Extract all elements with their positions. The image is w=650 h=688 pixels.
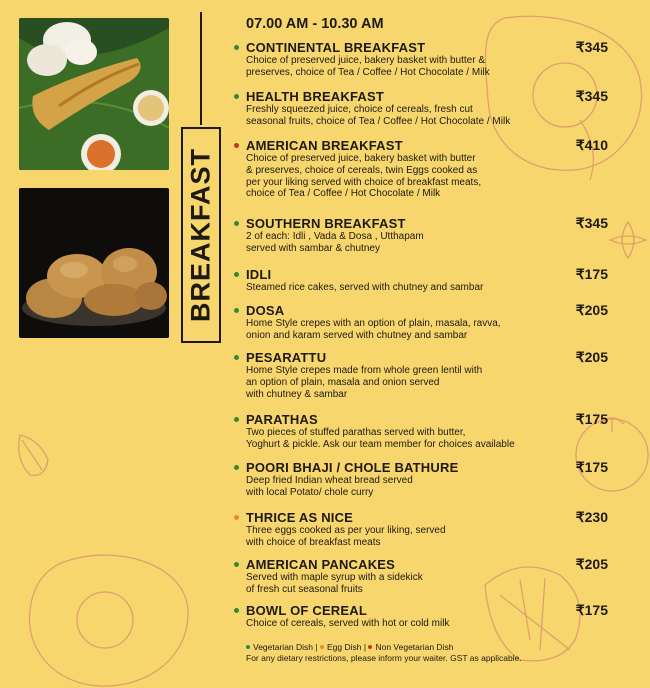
item-description-line: Steamed rice cakes, served with chutney and sambar [246,282,484,293]
veg-dot-icon [234,221,239,226]
legend-separator: | [363,642,367,652]
item-description-line: with chutney & sambar [246,388,348,400]
item-name: BOWL OF CEREAL [246,603,367,618]
item-description-line: Freshly squeezed juice, choice of cereals, fresh cut [246,104,473,115]
item-description-line: Choice of preserved juice, bakery basket with butter & [246,55,486,66]
item-description-line: with choice of breakfast meats [246,536,381,548]
item-name: PESARATTU [246,350,327,365]
menu-item [234,40,646,79]
menu-item [234,510,646,549]
veg-dot-icon [234,355,239,360]
item-description-line: of fresh cut seasonal fruits [246,583,363,595]
item-price: ₹345 [575,39,608,55]
item-price: ₹175 [575,602,608,618]
veg-dot-icon [246,645,250,649]
menu-item [234,460,646,499]
section-title: BREAKFAST [185,147,216,323]
veg-dot-icon [234,94,239,99]
menu-item [234,138,646,200]
menu-item [234,557,646,596]
menu-item [234,303,646,342]
item-price: ₹175 [575,459,608,475]
item-description-line: Yoghurt & pickle. Ask our team member for choices available [246,438,515,450]
item-name: AMERICAN PANCAKES [246,557,396,572]
item-description-line: with local Potato/ chole curry [246,486,374,498]
dietary-note: For any dietary restrictions, please inform your waiter. GST as applicable. [246,653,522,663]
veg-dot-icon [234,45,239,50]
item-name: POORI BHAJI / CHOLE BATHURE [246,460,459,475]
veg-dot-icon [234,562,239,567]
egg-dot-icon [234,515,239,520]
item-description-line: Deep fried Indian wheat bread served [246,475,413,486]
item-price: ₹175 [575,266,608,282]
menu-item [234,603,646,630]
legend-keys [246,642,522,653]
item-name: DOSA [246,303,285,318]
egg-dot-icon [320,645,324,649]
item-description-line: Choice of preserved juice, bakery basket with butter [246,153,476,164]
item-description-line: an option of plain, masala and onion served [246,376,440,388]
legend [246,642,522,664]
item-description-line: Home Style crepes with an option of plain, masala, ravva, [246,318,501,329]
item-description-line: & preserves, choice of cereals, twin Eggs cooked as [246,164,478,176]
item-price: ₹230 [575,509,608,525]
item-description-line: Home Style crepes made from whole green lentil with [246,365,483,376]
item-description-line: preserves, choice of Tea / Coffee / Hot Chocolate / Milk [246,66,490,78]
idli-dosa-photo [19,18,169,170]
menu-item [234,267,646,294]
veg-dot-icon [234,308,239,313]
item-name: PARATHAS [246,412,318,427]
veg-dot-icon [234,465,239,470]
item-price: ₹345 [575,215,608,231]
menu-item [234,89,646,128]
item-name: IDLI [246,267,272,282]
legend-separator: | [315,642,318,652]
menu-item [234,350,646,400]
item-description-line: served with sambar & chutney [246,242,380,254]
item-description-line: per your liking served with choice of breakfast meats, [246,176,482,188]
veg-dot-icon [234,608,239,613]
item-name: THRICE AS NICE [246,510,354,525]
item-name: SOUTHERN BREAKFAST [246,216,406,231]
item-price: ₹410 [575,137,608,153]
item-price: ₹205 [575,302,608,318]
item-description-line: Choice of cereals, served with hot or cold milk [246,618,450,629]
item-description-line: Served with maple syrup with a sidekick [246,572,423,583]
item-description-line: Three eggs cooked as per your liking, served [246,525,446,536]
item-description-line: seasonal fruits, choice of Tea / Coffee / Hot Chocolate / Milk [246,115,511,127]
poori-photo [19,188,169,338]
item-price: ₹205 [575,349,608,365]
menu-item [234,412,646,451]
legend-egg: Egg Dish [326,642,362,652]
non-veg-dot-icon [368,645,372,649]
item-price: ₹175 [575,411,608,427]
item-description-line: choice of Tea / Coffee / Hot Chocolate / Milk [246,188,441,200]
veg-dot-icon [234,417,239,422]
menu-item [234,216,646,255]
item-name: CONTINENTAL BREAKFAST [246,40,426,55]
service-timing: 07.00 AM - 10.30 AM [246,16,384,32]
item-description-line: 2 of each: Idli , Vada & Dosa , Utthapam [246,231,424,242]
non-veg-dot-icon [234,143,239,148]
item-price: ₹345 [575,88,608,104]
item-description-line: Two pieces of stuffed parathas served with butter, [246,427,466,438]
item-name: HEALTH BREAKFAST [246,89,385,104]
veg-dot-icon [234,272,239,277]
legend-veg: Vegetarian Dish [253,642,314,652]
item-description-line: onion and karam served with chutney and sambar [246,329,468,341]
legend-non-veg: Non Vegetarian Dish [375,642,454,652]
section-divider-line [200,12,202,125]
section-title-box [181,127,221,343]
item-name: AMERICAN BREAKFAST [246,138,403,153]
item-price: ₹205 [575,556,608,572]
